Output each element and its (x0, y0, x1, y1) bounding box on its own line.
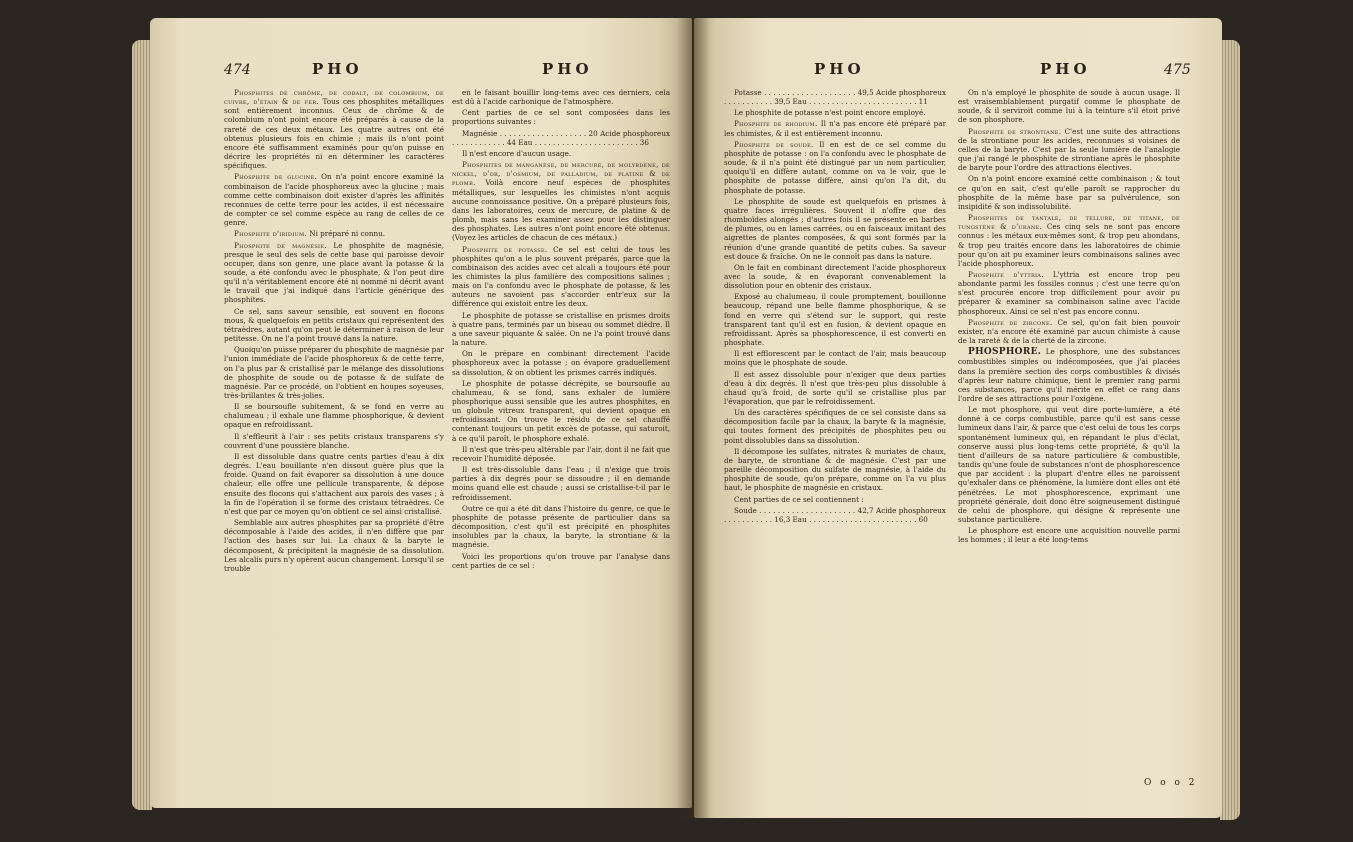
entry-text: C'est une suite des attractions de la strontiane pour les acides, reconnues si voisines de celles de la baryte. C'est par la seule lumière de l'analogie que j'ai rangé le phosphite de strontiane après le phosphite de baryte pour l'ordre des attractions électives. (958, 126, 1180, 173)
paragraph (224, 402, 444, 429)
entry-text: Il est dissoluble dans quatre cents parties d'eau à dix degrés. L'eau bouillante n'en dissout guère plus que la froide. Quand on fait évaporer sa dissolution à une douce chaleur, elle offre une pellicule transparente, & dépose ensuite des flocons qui s'attachent aux parois des vases ; à la fin de l'opération il se forme des cristaux tétraèdres. Ce n'est que par ce moyen qu'on obtient ce sel ainsi cristallisé. (224, 451, 444, 516)
paragraph (958, 88, 1180, 125)
right-page (694, 18, 1222, 818)
entry-heading: PHOSPHORE. (968, 347, 1042, 358)
paragraph (724, 197, 946, 261)
paragraph (452, 379, 670, 443)
entry-heading: Phosphite de magnésie. (234, 240, 327, 250)
paragraph (724, 447, 946, 493)
paragraph (224, 518, 444, 573)
entry-text: On le prépare en combinant directement l'acide phosphoreux avec la potasse ; on évapore graduellement sa dissolution, & on obtient les prismes carrés indiqués. (452, 349, 670, 377)
entry-text: Le phosphite de potasse n'est point encore employé. (734, 108, 926, 118)
entry-text: Le mot phosphore, qui veut dire porte-lumière, a été donné à ce corps combustible, parce qu'il est sans cesse lumineux dans l'air, & parce que c'est celui de tous les corps spontanément lumineux qui, en répandant le plus d'éclat, conserve aussi plus long-tems cette propriété, & qu'il la tient d'ailleurs de sa nature particulière & combustible, tandis qu'une foule de substances n'ont de phosphorescence que par accident : la plupart d'entre elles ne paroissent qu'exhaler dans ce phénomène, la lumière dont elles ont été pénétrées. Le mot phosphorescence, exprimant une propriété générale, doit donc être soigneusement distingué de celui de phosphore, qui désigne & représente une substance particulière. (958, 405, 1180, 525)
paragraph (958, 270, 1180, 316)
text-column-right (452, 88, 670, 778)
entry-text: On le fait en combinant directement l'acide phosphoreux avec la soude, & en évaporant convenablement la dissolution pour en obtenir des cristaux. (724, 262, 946, 291)
printer-signature: O o o 2 (1144, 778, 1198, 788)
running-head-right: PHO (542, 60, 593, 78)
paragraph (452, 108, 670, 126)
page-number: 474 (224, 62, 251, 78)
entry-text: Ce sel est celui de tous les phosphites qu'on a le plus souvent préparés, parce que la combinaison des acides avec cet alcali a toujours été pour les chimistes la plus familière des compositions salines ; mais on l'a confondu avec le phosphate de potasse, & les auteurs ne savoient pas s'accorder entr'eux sur la différence qui existoit entre les deux. (452, 244, 670, 309)
entry-text: Il est très-dissoluble dans l'eau ; il n'exige que trois parties à dix degrés pour se dissoudre ; il en demande moins quand elle est chaude ; aussi se cristallise-t-il par le refroidissement. (452, 465, 670, 502)
paragraph (452, 149, 670, 158)
book-gutter (676, 18, 710, 818)
entry-text: Exposé au chalumeau, il coule promptement, bouillonne beaucoup, répand une belle flamme phosphorique, & se fond en verre qui s'étend sur le support, qui reste transparent tant qu'il est en fusion, & devient opaque en refroidissant. Après sa phosphorescence, il est converti en phosphate. (724, 292, 946, 348)
paragraph (958, 318, 1180, 345)
entry-text: Voilà encore neuf espèces de phosphites métalliques, sur lesquelles les chimistes n'ont acquis aucune connoissance positive. On a préparé plusieurs fois, dans les laboratoires, ceux de mercure, de platine & de plomb, mais sans les examiner assez pour les distinguer des phosphates. Les autres n'ont point encore été obtenus. (Voyez les articles de chacun de ces métaux.) (452, 178, 670, 243)
paragraph (224, 241, 444, 305)
running-head-right: PHO (1040, 60, 1091, 78)
text-column-left (724, 88, 946, 788)
paragraph (958, 213, 1180, 268)
paragraph (724, 119, 946, 137)
entry-heading: Phosphite de zircone. (968, 317, 1053, 327)
paragraph (452, 88, 670, 106)
paragraph (724, 349, 946, 367)
paragraph (452, 129, 670, 147)
entry-heading: Phosphite d'iridium. (234, 229, 307, 239)
paragraph (452, 552, 670, 570)
entry-text: Le phosphite de soude est quelquefois en prismes à quatre faces irrégulières. Souvent il n'offre que des rhomboïdes alongés ; d'autres fois il se présente en barbes de plumes, ou en lames carrées, ou en faisceaux imitant des aigrettes de plantes composées, & qui sont formés par la réunion d'une grande quantité de petits cubes. Sa saveur est douce & fraîche. On ne le connoît pas dans la nature. (724, 196, 946, 261)
entry-text: Un des caractères spécifiques de ce sel consiste dans sa décomposition facile par la chaux, la baryte & la magnésie, qui toutes forment des précipités de phosphites peu ou point dissolubles dans sa dissolution. (724, 408, 946, 445)
entry-text: Soude . . . . . . . . . . . . . . . . . . . . . 42,7 Acide phosphoreux . . . . . . . . . . . 16,3 Eau . . . . . . . . . . . . . . . . . . . . . . . . 60 (724, 505, 946, 524)
entry-text: Voici les proportions qu'on trouve par l'analyse dans cent parties de ce sel : (452, 551, 670, 570)
text-column-right (958, 88, 1180, 788)
entry-text: Cent parties de ce sel sont composées dans les proportions suivantes : (452, 108, 670, 127)
entry-text: Ce sel, sans saveur sensible, est souvent en flocons mous, & quelquefois en petits cristaux qui représentent des tétraèdres, autant qu'on peut le déterminer à raison de leur petitesse. On ne l'a point trouvé dans la nature. (224, 306, 444, 344)
paragraph (224, 345, 444, 400)
entry-text: Le phosphite de potasse se cristallise en prismes droits à quatre pans, terminés par un biseau ou sommet dièdre. Il a une saveur piquante & salée. On ne l'a point trouvé dans la nature. (452, 310, 670, 348)
paragraph (724, 370, 946, 407)
running-head-left: PHO (814, 60, 865, 78)
entry-text: Tous ces phosphites métalliques sont entièrement inconnus. Ceux de chrôme & de colombium n'ont point encore été préparés à cause de la rareté de ces deux métaux. Les quatre autres ont été obtenus plusieurs fois en chimie ; mais ils n'ont point encore été suffisamment examinés pour qu'on puisse en décrire les propriétés ni en déterminer les caractères spécifiques. (224, 97, 444, 171)
entry-heading: Phosphite de strontiane. (968, 126, 1062, 136)
paragraph (724, 495, 946, 504)
page-number: 475 (1164, 62, 1191, 78)
paragraph (724, 263, 946, 290)
paragraph (224, 172, 444, 227)
paragraph (452, 465, 670, 502)
paragraph (452, 504, 670, 550)
entry-text: Il s'effleurit à l'air : ses petits cristaux transparens s'y couvrent d'une poussière blanche. (224, 431, 444, 450)
entry-text: en le faisant bouillir long-tems avec ces derniers, cela est dû à l'acide carbonique de l'atmosphère. (452, 88, 670, 107)
paragraph (224, 307, 444, 344)
paragraph (724, 108, 946, 117)
paragraph (958, 127, 1180, 173)
entry-text: Le phosphite de magnésie, presque le seul des sels de cette base qui paroisse devoir occuper, dans son genre, une place avant la potasse & la soude, a été confondu avec le phosphate, & l'on peut dire qu'il n'a véritablement encore été ni nommé ni décrit avant le travail que j'ai indiqué dans l'article générique des phosphites. (224, 240, 444, 305)
paragraph (224, 88, 444, 170)
entry-text: Outre ce qui a été dit dans l'histoire du genre, ce que le phosphite de potasse présente de particulier dans sa décomposition, c'est qu'il est précipité en phosphites insolubles par la chaux, la baryte, la strontiane & la magnésie. (452, 503, 670, 550)
entry-text: Ni préparé ni connu. (307, 229, 386, 239)
entry-heading: Phosphite de soude. (734, 139, 814, 149)
entry-text: On n'a employé le phosphite de soude à aucun usage. Il est vraisemblablement purgatif comme le phosphate de soude, & il serviroit comme lui à la teinture s'il étoit privé de son phosphore. (958, 88, 1180, 125)
paragraph (224, 452, 444, 516)
left-page-edges (132, 40, 152, 810)
entry-text: On n'a point encore examiné cette combinaison ; & tout ce qu'on en sait, c'est qu'elle paroît se rapprocher du phosphite de la même base par sa pulvérulence, son insipidité & son indissolubilité. (958, 174, 1180, 211)
entry-text: Il décompose les sulfates, nitrates & muriates de chaux, de baryte, de strontiane & de magnésie. C'est par une pareille décomposition du sulfate de magnésie, à l'aide du phosphite de soude, qu'on prépare, comme on l'a vu plus haut, le phosphite de magnésie en cristaux. (724, 446, 946, 493)
entry-heading: Phosphite de potasse. (462, 244, 548, 254)
running-head-left: PHO (312, 60, 363, 78)
paragraph (224, 432, 444, 450)
paragraph (452, 160, 670, 242)
entry-text: Le phosphore, une des substances combustibles simples ou indécomposées, que j'ai placées dans la première section des corps combustibles & divisés d'après leur nature chimique, tient le premier rang parmi ces substances, parce qu'il mérite en effet ce rang dans l'ordre de ses attractions pour l'oxigène. (958, 347, 1180, 403)
entry-heading: Phosphite d'yttria. (968, 269, 1044, 279)
paragraph (724, 292, 946, 347)
entry-text: Il en est de ce sel comme du phosphite de potasse : on l'a confondu avec le phosphate de soude, & il n'a point été distingué par un nom particulier, quoiqu'il en diffère autant, comme on va le voir, que le phosphite de potasse diffère, ainsi qu'on l'a dit, du phosphate de potasse. (724, 139, 946, 195)
paragraph (452, 245, 670, 309)
paragraph (724, 506, 946, 524)
entry-text: Magnésie . . . . . . . . . . . . . . . . . . . 20 Acide phosphoreux . . . . . . . . . . . . 44 Eau . . . . . . . . . . . . . . . . . . . . . . . 36 (452, 128, 670, 147)
entry-text: Le phosphite de potasse décrépite, se boursoufle au chalumeau, & se fond, sans exhaler de lumière phosphorique aussi sensible que les autres phosphites, en un globule vitreux transparent, qui devient opaque en refroidissant. On trouve le résidu de ce sel chauffé contenant toujours un petit excès de potasse, qui saturoit, à ce qu'il paroît, le phosphore exhalé. (452, 378, 670, 443)
entry-heading: Phosphites de manganèse, de mercure, de molybdène, de nickel, d'or, d'osmium, de palladium, de platine & de plomb. (452, 160, 670, 188)
entry-heading: Phosphites de tantale, de tellure, de titane, de tungstène & d'urane. (958, 213, 1180, 232)
entry-text: Cent parties de ce sel contiennent : (734, 494, 864, 504)
paragraph (724, 88, 946, 106)
entry-text: Quoiqu'on puisse préparer du phosphite de magnésie par l'union immédiate de l'acide phosphoreux & de cette terre, on l'a plus par & cristallisé par le mélange des dissolutions de phosphite de soude ou de potasse & de sulfate de magnésie. Par ce procédé, on l'obtient en houpes soyeuses, très-brillantes & très-jolies. (224, 345, 444, 400)
entry-text: On n'a point encore examiné la combinaison de l'acide phosphoreux avec la glucine ; mais comme cette combinaison doit exister d'après les affinités reconnues de cette terre pour les acides, il est nécessaire de compter ce sel comme espèce au rang de celles de ce genre. (224, 172, 444, 228)
paragraph (958, 347, 1180, 403)
entry-heading: Phosphites de chrôme, de cobalt, de colombium, de cuivre, d'étain & de fer. (224, 88, 444, 107)
entry-heading: Phosphite de glucine. (234, 172, 317, 182)
paragraph (958, 174, 1180, 211)
entry-text: Ces cinq sels ne sont pas encore connus : les métaux eux-mêmes sont, & trop peu abondans, & trop peu traités encore dans les laboratoires de chimie pour qu'on ait pu examiner leurs combinaisons salines avec l'acide phosphoreux. (958, 222, 1180, 268)
right-page-edges (1220, 40, 1240, 820)
entry-text: Il est assez dissoluble pour n'exiger que deux parties d'eau à dix degrés. Il n'est que très-peu plus dissoluble à chaud qu'à froid, de sorte qu'il se cristallise plus par l'évaporation, que par le refroidissement. (724, 369, 946, 406)
entry-text: L'yttria est encore trop peu abondante parmi les fossiles connus ; c'est une terre qu'on s'est procurée encore trop difficilement pour avoir pu préparer & examiner sa combinaison saline avec l'acide phosphoreux. Ainsi ce sel n'est pas encore connu. (958, 269, 1180, 316)
paragraph (724, 408, 946, 445)
paragraph (452, 445, 670, 463)
entry-text: Le phosphore est encore une acquisition nouvelle parmi les hommes ; il leur a été long-tems (958, 526, 1180, 545)
paragraph (958, 526, 1180, 544)
entry-text: Potasse . . . . . . . . . . . . . . . . . . . . 49,5 Acide phosphoreux . . . . . . . . . . . 39,5 Eau . . . . . . . . . . . . . . . . . . . . . . . . 11 (724, 88, 946, 107)
entry-text: Il n'est que très-peu altérable par l'air, dont il ne fait que recevoir l'humidité déposée. (452, 444, 670, 463)
text-column-left (224, 88, 444, 778)
paragraph (452, 311, 670, 348)
paragraph (724, 140, 946, 195)
entry-text: Semblable aux autres phosphites par sa propriété d'être décomposable à l'aide des acides, il n'en diffère que par l'action des bases sur lui. La chaux & la baryte le décomposent, & précipitent la magnésie de sa dissolution. Les alcalis purs n'y opèrent aucun changement. Lorsqu'il se trouble (224, 518, 444, 573)
entry-text: Ce sel, qu'on fait bien pouvoir exister, n'a encore été examiné par aucun chimiste à cause de la rareté & de la cherté de la zircone. (958, 317, 1180, 346)
paragraph (224, 229, 444, 238)
entry-heading: Phosphite de rhodium. (734, 119, 818, 129)
entry-text: Il n'a pas encore été préparé par les chimistes, & il est entièrement inconnu. (724, 119, 946, 138)
entry-text: Il est efflorescent par le contact de l'air, mais beaucoup moins que le phosphate de soude. (724, 349, 946, 368)
entry-text: Il n'est encore d'aucun usage. (462, 148, 572, 158)
left-page (150, 18, 692, 808)
paragraph (452, 349, 670, 376)
paragraph (958, 405, 1180, 524)
entry-text: Il se boursoufle subitement, & se fond en verre au chalumeau ; il exhale une flamme phosphorique, & devient opaque en refroidissant. (224, 402, 444, 430)
